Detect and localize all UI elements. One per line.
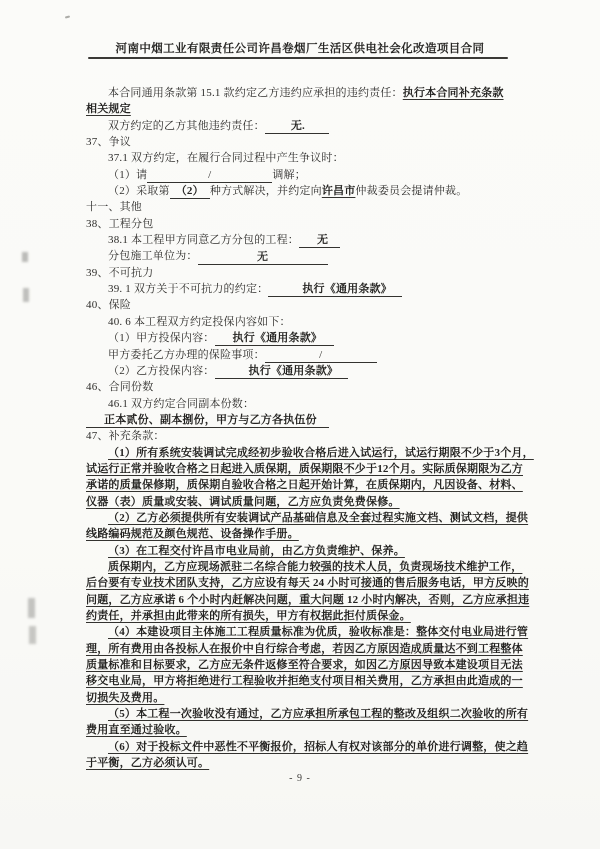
clause-46-heading: 46、合同份数: [86, 381, 154, 394]
insurance-partyB-label: （2）乙方投保内容：: [108, 364, 215, 377]
clause-47-item5-line: 费用直至通过验收。: [86, 724, 187, 737]
clause-37-heading: 37、争议: [86, 136, 131, 149]
page-number: - 9 -: [289, 773, 311, 784]
clause-breach-line1: [86, 85, 522, 101]
clause-breach-line2: [86, 101, 522, 117]
clause-38-1: [86, 232, 522, 248]
copies-fill-line: [86, 412, 522, 428]
arbitration-city-fill: 许昌市: [321, 185, 356, 198]
insurance-partyA-fill: 执行《通用条款》: [215, 332, 335, 346]
copies-fill: 正本贰份、副本捌份，甲方与乙方各执伍份: [86, 414, 329, 428]
clause-37-1: 37.1 双方约定，在履行合同过程中产生争议时：: [108, 152, 344, 165]
option1-suffix: 调解；: [272, 168, 306, 181]
clause-47-heading: 47、补充条款：: [86, 430, 165, 443]
section-11-heading: 十一、其他: [86, 201, 142, 214]
clause-39-heading: 39、不可抗力: [86, 266, 154, 279]
clause-40-6: 40. 6 本工程双方约定投保内容如下：: [108, 315, 291, 328]
insurance-partyB-fill: 执行《通用条款》: [215, 365, 349, 379]
clause-47-item4-line: （4）本建设项目主体施工工程质量标准为优质，验收标准是：整体交付电业局进行管: [108, 626, 529, 639]
subcontractor-fill: 无: [198, 249, 328, 265]
insurance-partyA: [86, 330, 522, 346]
clause-46-1: 46.1 双方约定合同副本份数：: [108, 397, 255, 410]
clause-38-sub: [86, 248, 522, 264]
insurance-entrust: [86, 347, 522, 363]
clause-47-item4-line: 质量标准和目标要求，乙方应无条件返修至符合要求，如因乙方原因导致本建设项目无法: [86, 659, 523, 672]
clause-47-item3-line: （3）在工程交付许昌市电业局前，由乙方负责维护、保养。: [108, 544, 405, 557]
clause-47-item1-line: 仪器（表）质量或安装、调试质量问题，乙方应负责免费保修。: [86, 495, 400, 508]
clause-47-item6-line: 于平衡，乙方必须认可。: [86, 757, 210, 770]
option2-suffix: 仲裁委员会提请仲裁。: [355, 185, 468, 198]
clause-47-warranty-line: 约责任，并承担由此带来的所有损失，甲方有权据此拒付质保金。: [86, 610, 411, 622]
clause-47-item6-line: （6）对于投标文件中恶性不平衡报价，招标人有权对该部分的单价进行调整，使之趋: [108, 740, 529, 753]
clause-38-heading: 38、工程分包: [86, 217, 154, 230]
page-title: 河南中烟工业有限责任公司许昌卷烟厂生活区供电社会化改造项目合同: [115, 43, 485, 55]
clause-breach-intro: 本合同通用条款第 15.1 款约定乙方违约应承担的违约责任：: [108, 87, 403, 99]
contract-body: [86, 85, 534, 771]
insurance-entrust-fill: /: [265, 347, 377, 363]
option2-label: （2）采取第: [108, 185, 170, 198]
clause-47-item4-line: 理，所有费用由各投标人在报价中自行综合考虑，若因乙方原因造成质量达不到工程整体: [86, 642, 523, 655]
clause-37-option2: [86, 183, 522, 199]
subcontract-label: 38.1 本工程甲方同意乙方分包的工程：: [108, 234, 299, 247]
clause-47-item4-line: 移交电业局，甲方将拒绝进行工程验收并拒绝支付项目相关费用，乙方承担由此造成的一: [86, 675, 523, 688]
clause-47-item1-line: 试运行正常并验收合格之日起进入质保期，质保期限不少于12个月。实际质保期限为乙方: [86, 462, 523, 475]
header-rule: [88, 57, 508, 59]
other-liability-label: 双方约定的乙方其他违约责任：: [108, 119, 265, 132]
clause-39-1: [86, 281, 522, 297]
insurance-partyA-label: （1）甲方投保内容：: [108, 332, 215, 345]
insurance-partyB: [86, 363, 522, 379]
force-majeure-label: 39. 1 双方关于不可抗力的约定：: [108, 283, 269, 296]
clause-47-item4-line: 切损失及费用。: [86, 691, 165, 704]
clause-37-option1: [86, 167, 522, 183]
force-majeure-fill: 执行《通用条款》: [268, 283, 402, 297]
option1-label: （1）请: [108, 168, 148, 181]
insurance-entrust-label: 甲方委托乙方办理的保险事项：: [108, 348, 265, 361]
other-liability-fill: 无.: [265, 120, 329, 134]
clause-47-item2-line: （2）乙方必须提供所有安装调试产品基础信息及全套过程实施文档、测试文档，提供: [108, 511, 529, 524]
clause-47-item1-line: 承诺的质量保修期，质保期自验收合格之日起开始计算，在质保期内，凡因设备、材料、: [86, 479, 523, 492]
clause-47-warranty-line: 质保期内，乙方应现场派驻二名综合能力较强的技术人员，负责现场技术维护工作，: [108, 560, 523, 573]
mediation-blank: /: [147, 167, 272, 183]
clause-47-warranty-line: 问题，乙方应承诺 6 个小时内赶解决问题，重大问题 12 小时内解决，否则，乙方应承担违: [86, 593, 530, 606]
subcontractor-label: 分包施工单位为：: [108, 250, 198, 263]
clause-47-item5-line: （5）本工程一次验收没有通过，乙方应承担所承包工程的整改及组织二次验收的所有: [108, 708, 529, 721]
clause-47-item1-line: （1）所有系统安装调试完成经初步验收合格后进入试运行，试运行期限不少于3个月，: [108, 446, 534, 459]
scan-speck: [65, 15, 70, 18]
clause-40-heading: 40、保险: [86, 299, 131, 312]
clause-breach-fill: 执行本合同补充条款: [402, 87, 504, 99]
clause-47-item2-line: 线路编码规范及颜色规范、设备操作手册。: [86, 528, 299, 541]
clause-breach-other: [86, 118, 522, 134]
clause-47-warranty-line: 后台要有专业技术团队支持，乙方应设有每天 24 小时可接通的售后服务电话，甲方反映的: [86, 577, 529, 590]
subcontract-fill: 无: [299, 234, 340, 248]
option2-number-fill: （2）: [170, 185, 210, 199]
clause-breach-fill-wrap: 相关规定: [86, 103, 131, 116]
option2-mid: 种方式解决，并约定向: [209, 185, 322, 198]
